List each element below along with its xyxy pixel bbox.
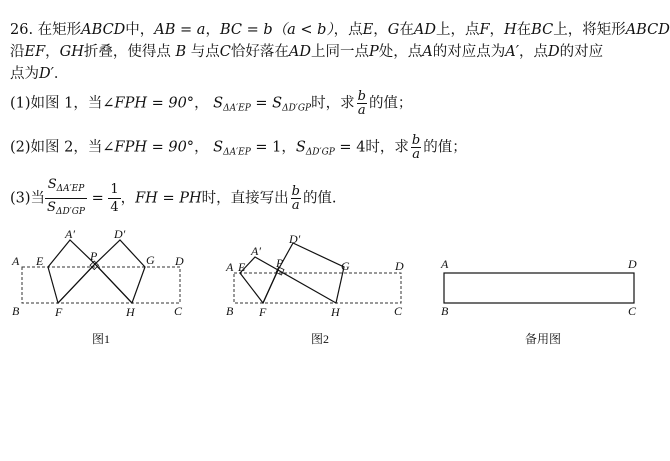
text: C <box>219 44 231 60</box>
text: AD <box>288 44 311 60</box>
text: F <box>479 22 490 38</box>
text: S <box>272 95 283 112</box>
text: ． <box>53 66 69 82</box>
fig1-label-A: A <box>12 254 20 268</box>
text: ABCD <box>625 22 670 38</box>
text: A <box>422 44 433 60</box>
fig3-label-C: C <box>628 304 637 318</box>
text: a <box>291 198 300 213</box>
text: = <box>250 95 273 112</box>
text: (1)如图 1，当∠ <box>10 95 115 112</box>
text: 恰好落在 <box>230 44 289 60</box>
text: P <box>368 44 379 60</box>
text: EF <box>24 44 46 60</box>
text: D′ <box>39 66 54 82</box>
text: = <box>86 190 109 207</box>
text: 在 <box>399 22 414 38</box>
text: 的对应点为 <box>432 44 506 60</box>
text: 4 <box>110 200 119 215</box>
text: 1 <box>110 182 119 197</box>
fig2-label-B: B <box>226 304 234 318</box>
text: (2)如图 2，当∠ <box>10 139 115 156</box>
text: 时，直接写出 <box>201 190 289 207</box>
text: （a < b） <box>272 22 334 38</box>
text: ，点 <box>333 22 363 38</box>
text: ΔA′EP <box>56 184 85 194</box>
text: ， <box>489 22 505 38</box>
text: D <box>548 44 560 60</box>
text: BC = b <box>219 22 273 38</box>
text: b <box>411 133 421 148</box>
text: 上同一点 <box>310 44 369 60</box>
fig2-label-Aprime: A′ <box>251 244 261 258</box>
fig2-label-G: G <box>341 259 350 273</box>
text: = 1， <box>250 139 296 156</box>
text: BC <box>531 22 554 38</box>
text: B <box>175 44 187 60</box>
text: S <box>213 139 224 156</box>
text: S <box>47 177 57 192</box>
fig2-label-E: E <box>238 260 246 274</box>
text: ΔD′GP <box>282 103 312 114</box>
text: ， <box>194 139 209 156</box>
fig1-label-F: F <box>55 305 63 319</box>
text: 在矩形 <box>37 22 82 38</box>
text: A′ <box>505 44 519 60</box>
fig2-left-fold <box>240 257 278 303</box>
text: FPH = 90° <box>114 139 195 156</box>
text: ΔA′EP <box>223 147 251 158</box>
fig3-rect-abcd <box>444 273 634 303</box>
fig1-label-E: E <box>36 254 44 268</box>
fig2-label-D: D <box>395 259 404 273</box>
fig3-label-A: A <box>441 257 449 271</box>
text: ABCD <box>81 22 126 38</box>
fig2-label-A: A <box>226 260 234 274</box>
fig3-caption: 备用图 <box>525 332 562 346</box>
fig1-label-B: B <box>12 304 20 318</box>
text: 的值； <box>423 139 467 156</box>
text: 中， <box>125 22 155 38</box>
figure-3 <box>440 257 637 346</box>
text: ΔD′GP <box>305 147 335 158</box>
text: FPH = 90° <box>114 95 195 112</box>
problem-number: 26. <box>10 22 34 38</box>
text: 的值； <box>368 95 413 112</box>
figure-2 <box>225 232 404 346</box>
text: a <box>357 103 366 118</box>
text: 上，点 <box>435 22 480 38</box>
text: AB = a <box>154 22 206 38</box>
fig2-label-C: C <box>394 304 403 318</box>
text: b <box>291 184 300 199</box>
text: 与点 <box>186 44 220 60</box>
fig2-label-F: F <box>259 305 267 319</box>
fig1-fold-lines <box>58 264 132 303</box>
fig2-label-H: H <box>331 305 340 319</box>
text: S <box>47 200 56 215</box>
text: GH <box>59 44 84 60</box>
fig1-label-D: D <box>175 254 184 268</box>
text: 处，点 <box>378 44 423 60</box>
fig1-label-P: P <box>90 249 98 263</box>
fig1-label-Dprime: D′ <box>114 227 126 241</box>
text: S <box>213 95 224 112</box>
fig1-caption: 图1 <box>92 332 111 346</box>
text: (3)当 <box>10 190 46 207</box>
text: 点为 <box>10 66 39 82</box>
fig1-label-Aprime: A′ <box>65 227 75 241</box>
text: E <box>362 22 374 38</box>
text: FH = PH <box>135 190 202 207</box>
fig2-label-Dprime: D′ <box>289 232 301 246</box>
text: AD <box>413 22 436 38</box>
text: G <box>387 22 400 38</box>
text: ， <box>373 22 388 38</box>
text: ， <box>194 95 209 112</box>
text: = 4 <box>334 139 366 156</box>
figure-1 <box>11 227 184 346</box>
text: 上，将矩形 <box>553 22 626 38</box>
text: 的对应 <box>559 44 604 60</box>
fig3-label-B: B <box>441 304 449 318</box>
text: 时，求 <box>311 95 355 112</box>
text: b <box>357 89 366 104</box>
fig1-rect-abcd <box>22 267 180 303</box>
fig3-label-D: D <box>628 257 637 271</box>
text: 时，求 <box>365 139 409 156</box>
fig2-line-fp <box>263 270 278 303</box>
text: ΔA′EP <box>223 103 251 114</box>
text: 沿 <box>10 44 25 60</box>
problem-line-1: 26. 在矩形ABCD中，AB = a，BC = b（a < b），点E，G在AD上，点F，H在BC上，将矩形ABCD <box>10 22 670 38</box>
text: ， <box>45 44 60 60</box>
text: ΔD′GP <box>55 207 85 217</box>
text: a <box>412 147 420 162</box>
text: ，点 <box>519 44 548 60</box>
text: ， <box>120 190 136 207</box>
text: S <box>295 139 306 156</box>
fig2-label-P: P <box>276 256 284 270</box>
text: 折叠，使得点 <box>83 44 176 60</box>
fig1-label-C: C <box>174 304 183 318</box>
text: H <box>504 22 517 38</box>
text: 在 <box>516 22 532 38</box>
fig2-caption: 图2 <box>311 332 330 346</box>
fig1-label-G: G <box>146 253 155 267</box>
text: 的值. <box>302 190 337 207</box>
fig1-label-H: H <box>126 305 135 319</box>
